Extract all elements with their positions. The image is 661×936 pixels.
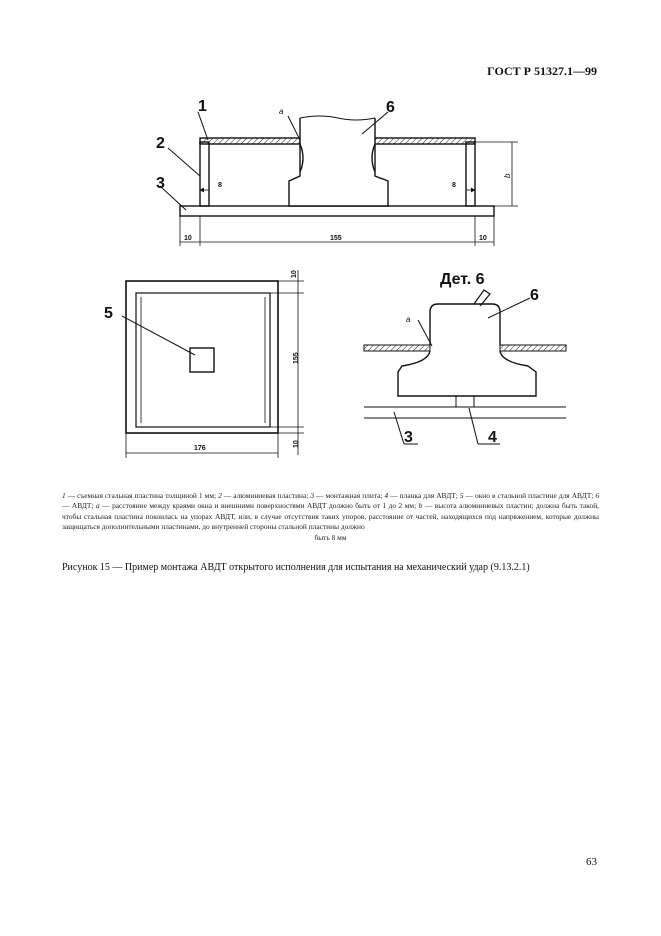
dim-155-plan: 155 [293,352,300,364]
figure-caption: Рисунок 15 — Пример монтажа АВДТ открытого исполнения для испытания на механический удар (9.13.2.1) [62,562,530,573]
document-code: ГОСТ Р 51327.1—99 [487,64,597,78]
mounting-plate [180,206,494,216]
dim-10-right: 10 [479,235,487,242]
dim-10-left: 10 [184,235,192,242]
callout-2: 2 [156,135,165,152]
dim-10-plan-top: 10 [291,270,298,278]
callout-5: 5 [104,305,113,322]
legend-last-line: быть 8 мм [314,532,347,542]
steel-plate-right [374,138,475,144]
dim-176: 176 [194,445,206,452]
steel-plate-left [200,138,300,144]
callout-3: 3 [156,175,165,192]
dim-b: b [503,173,512,178]
detail-view [364,290,566,444]
callout-6-top: 6 [386,99,395,116]
section-view [160,112,518,246]
callout-4-detail: 4 [488,429,497,446]
figure-legend: 1 — съемная стальная пластина толщиной 1 мм; 2 — алюминиевая пластина; 3 — монтажная плита; 4 — планка для АВДТ; 5 — окно в стальной пластине для АВДТ; 6 — АВДТ; a — расстояние между краями окна и внешними поверхностями АВДТ должно быть от 1 до 2 мм; b — высота алюминиевых пластин; должна быть такой, чтобы стальная пластина покоилась на упорах АВДТ, или, в случае отсутствия таких упоров, расстояние от частей, находящихся под напряжением, которые должны защищаться дополнительными пластинами, до внутренней стороны стальной пластины должно быть 8 мм [62,491,600,542]
plan-view [122,270,304,458]
callout-a-top: a [279,107,284,116]
plan-labels [104,270,300,452]
dim-8-right: 8 [452,182,456,189]
callout-3-detail: 3 [404,429,413,446]
dim-10-plan-bottom: 10 [293,440,300,448]
page-number: 63 [586,856,597,868]
dim-8-left: 8 [218,182,222,189]
callout-6-detail: 6 [530,287,539,304]
aluminium-plate-left [200,142,209,206]
callout-a-detail: a [406,315,411,324]
device-profile [289,118,388,206]
dim-155-top: 155 [330,235,342,242]
window-5 [190,348,214,372]
detail-title: Дет. 6 [440,271,485,288]
callout-1: 1 [198,98,207,115]
aluminium-plate-right [466,142,475,206]
